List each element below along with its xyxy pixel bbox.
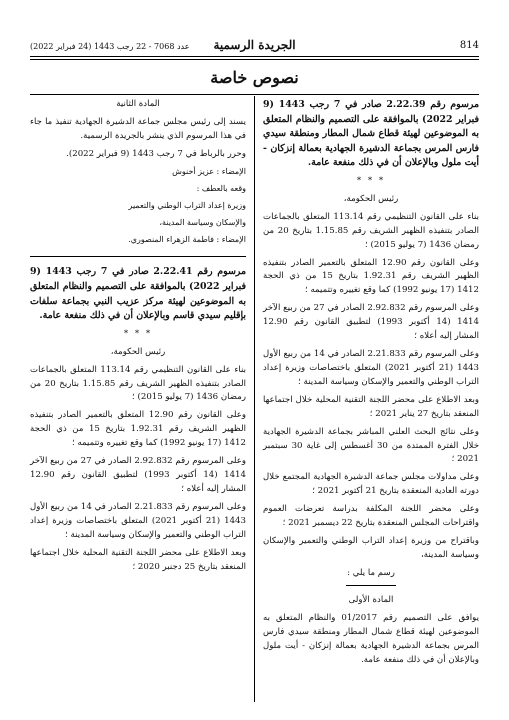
short-rule [346,585,396,586]
page-number: 814 [459,40,479,51]
article-one-text: يوافق على التصميم رقم 01/2017 والنظام المتعلق به الموضوعين لهيئة قطاع شمال المطار ومنطقة سيدي فارس المرس بجماعة الدشيرة الجهادية بعمالة إنزكان - أيت ملول وبالإعلان أن في ذلك منفعة عامة. [263,612,479,665]
preamble-paragraph: وعلى المرسوم رقم 2.92.832 الصادر في 27 من ربيع الآخر 1414 (14 أكتوبر 1993) لتطبيق القانون رقم 12.90 المشار إليه أعلاه ؛ [263,303,479,342]
signature-minister: الإمضاء : فاطمة الزهراء المنصوري. [128,234,246,244]
preamble-paragraph: وعلى القانون رقم 12.90 المتعلق بالتعمير الصادر بتنفيذه الظهير الشريف رقم 1.92.31 بتاريخ 15 من ذي الحجة 1412 (17 يونيو 1992) كما وقع تغييره وتتميمه ؛ [263,257,479,296]
decree-separator [30,256,246,257]
separator-stars: * * * [356,175,386,186]
signature-block [30,166,246,247]
preamble-paragraph: وعلى المرسوم رقم 2.21.833 الصادر في 14 من ربيع الأول 1443 (21 أكتوبر 2021) المتعلق باختصاصات وزيرة إعداد التراب الوطني والتعمير والإسكان وسياسة المدينة ؛ [30,501,246,540]
signature-pm: الإمضاء : عزيز أخنوش [172,166,246,176]
minister-title-cont: والإسكان وسياسة المدينة، [159,217,246,227]
head-of-government: رئيس الحكومة، [343,193,399,204]
page-header [30,40,479,56]
preamble-paragraph: وعلى المرسوم رقم 2.92.832 الصادر في 27 من ربيع الآخر 1414 (14 أكتوبر 1993) لتطبيق القانون رقم 12.90 المشار إليه أعلاه ؛ [30,456,246,494]
done-at: وحرر بالرباط في 7 رجب 1443 (9 فبراير 2022). [66,148,246,159]
preamble-paragraph: وباقتراح من وزيرة إعداد التراب الوطني والتعمير والإسكان وسياسة المدينة، [263,536,479,561]
preamble-paragraph: وعلى نتائج البحث العلني المباشر بجماعة الدشيرة الجهادية خلال الفترة الممتدة من 30 أغسطس إلى غاية 30 سبتمبر 2021 ؛ [263,426,480,465]
separator-stars: * * * [123,328,153,339]
article-two-title: المادة الثانية [116,99,160,109]
decrees-statement: رسم ما يلي : [347,567,395,578]
article-two-text: يسند إلى رئيس مجلس جماعة الدشيرة الجهادية تنفيذ ما جاء في هذا المرسوم الذي ينشر بالجريدة الرسمية. [30,116,246,141]
section-title: نصوص خاصة [210,68,299,87]
decree-title-2: مرسوم رقم 2.22.41 صادر في 7 رجب 1443 (9 فبراير 2022) بالموافقة على التصميم والنظام المتعلق به الموضوعين لهيئة مركز عزيب النبي بجماعة سلفات بإقليم سيدي قاسم وبالإعلان أن في ذلك منفعة عامة. [30,266,246,322]
right-column [263,98,479,671]
article-one-title: المادة الأولى [348,594,394,605]
head-of-government: رئيس الحكومة، [110,346,166,357]
issue-info: عدد 7068 - 22 رجب 1443 (24 فبراير 2022) [30,42,190,51]
left-column [30,98,246,579]
countersign-label: وقعه بالعطف : [196,183,246,193]
gazette-name: الجريدة الرسمية [213,38,296,52]
preamble-paragraph: وعلى القانون رقم 12.90 المتعلق بالتعمير الصادر بتنفيذه الظهير الشريف رقم 1.92.31 بتاريخ 15 من ذي الحجة 1412 (17 يونيو 1992) كما وقع تغييره وتتميمه ؛ [30,410,246,449]
header-rule-double [30,59,479,60]
preamble-paragraph: وبعد الاطلاع على محضر اللجنة التقنية المحلية خلال اجتماعها المنعقد بتاريخ 27 يناير 2021 ؛ [263,394,479,419]
minister-title: وزيرة إعداد التراب الوطني والتعمير [128,200,246,210]
preamble-paragraph: وعلى المرسوم رقم 2.21.833 الصادر في 14 من ربيع الأول 1443 (21 أكتوبر 2021) المتعلق باختصاصات وزيرة إعداد التراب الوطني والتعمير والإسكان وسياسة المدينة ؛ [263,349,479,387]
header-rule [30,56,479,57]
preamble-paragraph: وبعد الاطلاع على محضر اللجنة التقنية المحلية خلال اجتماعها المنعقد بتاريخ 25 دجنبر 2020 ؛ [30,547,246,572]
preamble-paragraph: بناء على القانون التنظيمي رقم 113.14 المتعلق بالجماعات الصادر بتنفيذه الظهير الشريف رقم 1.15.85 بتاريخ 20 من رمضان 1436 (7 يوليو 2015) ؛ [263,211,479,250]
decree-title-1: مرسوم رقم 2.22.39 صادر في 7 رجب 1443 (9 فبراير 2022) بالموافقة على التصميم والنظام المتعلق به الموضوعين لهيئة قطاع شمال المطار ومنطقة سيدي فارس المرس بجماعة الدشيرة الجهادية بعمالة إنزكان - أيت ملول وبالإعلان أن في ذلك منفعة عامة. [263,99,479,169]
section-rule [30,94,479,95]
preamble-paragraph: وعلى محضر اللجنة المكلفة بدراسة تعرضات العموم واقتراحات المجلس المنعقدة بتاريخ 22 ديسمبر 2021 ؛ [263,504,479,529]
preamble-paragraph: وعلى مداولات مجلس جماعة الدشيرة الجهادية المجتمع خلال دورته العادية المنعقدة بتاريخ 21 أكتوبر 2021 ؛ [263,472,479,497]
column-divider [254,96,255,702]
preamble-paragraph: بناء على القانون التنظيمي رقم 113.14 المتعلق بالجماعات الصادر بتنفيذه الظهير الشريف رقم 1.15.85 بتاريخ 20 من رمضان 1436 (7 يوليو 2015) ؛ [30,364,246,403]
